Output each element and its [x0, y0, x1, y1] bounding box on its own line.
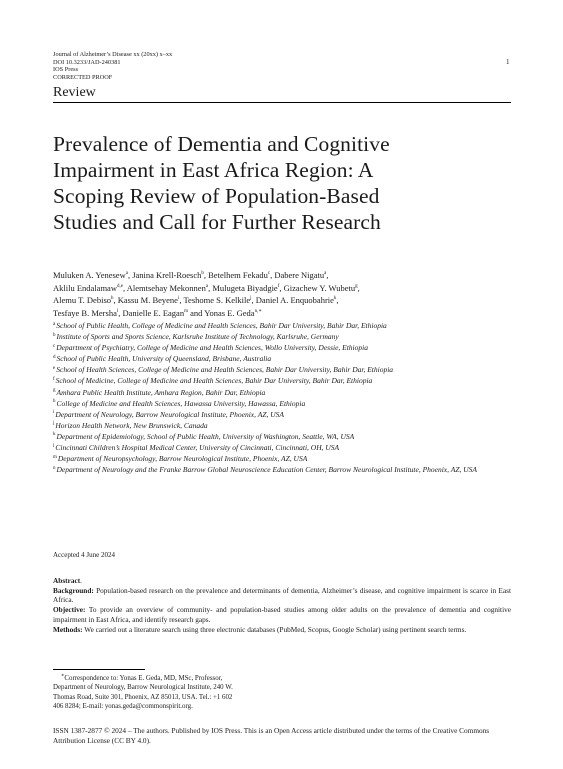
affiliation-mark: c	[53, 343, 56, 349]
author-name: Danielle E. Eagan	[122, 307, 185, 318]
journal-citation: Journal of Alzheimer’s Disease xx (20xx) x–xx	[53, 51, 173, 58]
affiliation-item	[53, 420, 515, 431]
author-line: Tesfaye B. Mersha$^l$, Danielle E. Eagan$^m$ and Yonas E. Geda$^{n,∗}$	[53, 307, 262, 318]
author-affiliation-mark: f	[277, 283, 280, 289]
author-list	[53, 269, 511, 319]
affiliation-text: Department of Neurology, Barrow Neurological Institute, Phoenix, AZ, USA	[55, 409, 284, 419]
author-name: Kassu M. Beyene	[117, 295, 178, 305]
affiliation-text: Amhara Public Health Institute, Amhara Region, Bahir Dar, Ethiopia	[56, 387, 266, 397]
affiliation-item	[53, 320, 515, 331]
author-affiliation-mark: m	[184, 308, 188, 314]
affiliation-mark: d	[53, 354, 56, 360]
title-line: Prevalence of Dementia and Cognitive	[53, 132, 390, 156]
author-name: Betelhem Fekadu	[208, 270, 268, 280]
header-rule	[53, 102, 511, 103]
affiliation-item	[53, 409, 515, 420]
author-line: Aklilu Endalamaw$^{d,e}$, Alemtsehay Mekonnen$^a$, Mulugeta Biyadgie$^f$, Gizachew Y. Wubetu$^g$,	[53, 282, 360, 293]
author-name: Aklilu Endalamaw	[53, 282, 117, 293]
affiliation-item	[53, 387, 515, 398]
affiliation-text: Cincinnati Children’s Hospital Medical Center, University of Cincinnati, Cincinnati, OH, USA	[55, 443, 340, 453]
affiliation-item	[53, 353, 515, 364]
affiliation-text: School of Health Sciences, College of Medicine and Health Sciences, Bahir Dar University, Bahir Dar, Ethiopia	[56, 365, 394, 375]
objective-text: To provide an overview of community- and population-based studies among older adults on the prevalence of dementia and cognitive impairment in East Africa, and identify research gaps.	[53, 605, 511, 624]
affiliation-text: Department of Psychiatry, College of Medicine and Health Sciences, Wollo University, Dessie, Ethiopia	[56, 343, 368, 353]
author-line: Alemu T. Debiso$^h$, Kassu M. Beyene$^i$, Teshome S. Kelkile$^j$, Daniel A. Enquobahrie$^k$,	[53, 295, 339, 305]
author-name: Tesfaye B. Mersha	[53, 307, 117, 318]
correspondence-line: ∗Correspondence to: Yonas E. Geda, MD, MSc, Professor,	[61, 673, 223, 682]
author-affiliation-mark: a	[324, 271, 327, 277]
affiliation-mark: a	[53, 321, 56, 327]
affiliation-mark: b	[53, 332, 56, 338]
correspondence-line: Thomas Road, Suite 301, Phoenix, AZ 85013, USA. Tel.: +1 602	[53, 693, 233, 701]
author-affiliation-mark: a	[205, 283, 209, 289]
author-affiliation-mark: d,e	[116, 283, 123, 289]
abstract-objective	[53, 605, 511, 624]
affiliation-item	[53, 398, 515, 409]
author-name: Dabere Nigatu	[274, 270, 325, 280]
author-affiliation-mark: n,∗	[254, 308, 262, 314]
affiliation-mark: m	[53, 454, 57, 460]
affiliation-text: Department of Neuropsychology, Barrow Neurological Institute, Phoenix, AZ, USA	[57, 454, 308, 464]
author-name: Alemtsehay Mekonnen	[126, 282, 206, 293]
affiliation-mark: k	[53, 432, 56, 438]
license-text: ISSN 1387-2877 © 2024 – The authors. Published by IOS Press. This is an Open Access article distributed under the terms of the Creative Commons Attribution License (CC BY 4.0).	[53, 726, 490, 745]
title-line: Studies and Call for Further Research	[53, 210, 381, 234]
affiliation-text: College of Medicine and Health Sciences, Hawassa University, Hawassa, Ethiopia	[56, 398, 306, 408]
author-name: Teshome S. Kelkile	[183, 295, 251, 305]
author-affiliation-mark: b	[201, 271, 204, 277]
abstract-background	[53, 586, 511, 605]
abstract-methods	[53, 625, 511, 635]
author-name: Daniel A. Enquobahrie	[255, 295, 334, 305]
proof-status: CORRECTED PROOF	[53, 73, 113, 81]
affiliation-item	[53, 453, 515, 464]
author-name: Mulugeta Biyadgie	[212, 282, 278, 293]
author-name: Yonas E. Geda	[204, 307, 255, 318]
affiliation-item	[53, 442, 515, 453]
affiliation-mark: l	[53, 443, 55, 449]
doi-text: DOI 10.3233/JAD-240381	[53, 58, 121, 66]
affiliation-mark: j	[53, 421, 55, 427]
correspondence-footnote	[53, 674, 303, 712]
author-affiliation-mark: h	[111, 296, 114, 302]
methods-label: Methods:	[53, 624, 83, 634]
abstract-heading: Abstract.	[53, 576, 82, 585]
affiliation-mark: e	[53, 365, 56, 371]
correspondence-mark: ∗	[61, 673, 65, 679]
affiliation-item	[53, 331, 515, 342]
affiliation-text: Horizon Health Network, New Brunswick, Canada	[55, 420, 208, 430]
correspondence-line: Department of Neurology, Barrow Neurological Institute, 240 W.	[53, 684, 233, 692]
affiliation-list	[53, 320, 515, 475]
affiliation-text: Institute of Sports and Sports Science, Karlsruhe Institute of Technology, Karlsruhe, Germany	[56, 332, 339, 342]
affiliation-mark: g	[53, 388, 56, 394]
author-affiliation-mark: c	[267, 271, 271, 277]
affiliation-text: School of Medicine, College of Medicine and Health Sciences, Bahir Dar University, Bahir Dar, Ethiopia	[55, 376, 373, 386]
page-number: 1	[506, 58, 510, 66]
affiliation-item	[53, 464, 515, 475]
affiliation-text: Department of Epidemiology, School of Public Health, University of Washington, Seattle, WA, USA	[56, 431, 355, 441]
affiliation-mark: f	[53, 376, 55, 382]
affiliation-text: Department of Neurology and the Franke Barrow Global Neuroscience Education Center, Barrow Neurological Institute, Phoenix, AZ, USA	[56, 465, 478, 475]
section-label: Review	[53, 85, 96, 100]
journal-header	[53, 51, 172, 81]
publisher-text: IOS Press	[53, 66, 79, 74]
affiliation-item	[53, 342, 515, 353]
objective-label: Objective:	[53, 605, 86, 615]
author-name: Alemu T. Debiso	[53, 295, 111, 305]
author-name: Gizachew Y. Wubetu	[283, 282, 356, 293]
author-affiliation-mark: i	[177, 296, 180, 302]
methods-text: We carried out a literature search using three electronic databases (PubMed, Scopus, Google Scholar) using pertinent search terms.	[84, 624, 467, 634]
title-line: Impairment in East Africa Region: A	[53, 158, 374, 182]
background-label: Background:	[53, 585, 94, 595]
author-name: Janina Krell-Roesch	[132, 270, 202, 280]
affiliation-mark: n	[53, 465, 56, 471]
author-affiliation-mark: j	[250, 296, 252, 302]
accepted-date: Accepted 4 June 2024	[53, 551, 116, 559]
background-text: Population-based research on the prevalence and determinants of dementia, Alzheimer’s disease, and cognitive impairment is scarce in East Africa.	[53, 585, 511, 605]
title-line: Scoping Review of Population-Based	[53, 184, 380, 208]
affiliation-text: School of Public Health, College of Medicine and Health Sciences, Bahir Dar University, Bahir Dar, Ethiopia	[56, 321, 387, 330]
affiliation-text: School of Public Health, University of Queensland, Brisbane, Australia	[56, 354, 272, 364]
author-affiliation-mark: k	[333, 296, 337, 302]
abstract-block	[53, 576, 511, 634]
article-title	[53, 131, 511, 235]
affiliation-item	[53, 364, 515, 375]
affiliation-item	[53, 431, 515, 442]
affiliation-mark: h	[53, 399, 56, 405]
author-line: Muluken A. Yenesew$^a$, Janina Krell-Roesch$^b$, Betelhem Fekadu$^c$, Dabere Nigatu$^a$,	[53, 270, 329, 280]
author-affiliation-mark: g	[355, 283, 358, 289]
author-affiliation-mark: a	[125, 271, 128, 277]
affiliation-mark: i	[53, 410, 55, 416]
author-affiliation-mark: l	[116, 308, 119, 314]
footnote-rule	[53, 669, 145, 670]
correspondence-line: 406 8284; E-mail: yonas.geda@commonspirit.org.	[53, 703, 193, 711]
author-name: Muluken A. Yenesew	[53, 270, 126, 280]
affiliation-item	[53, 375, 515, 386]
